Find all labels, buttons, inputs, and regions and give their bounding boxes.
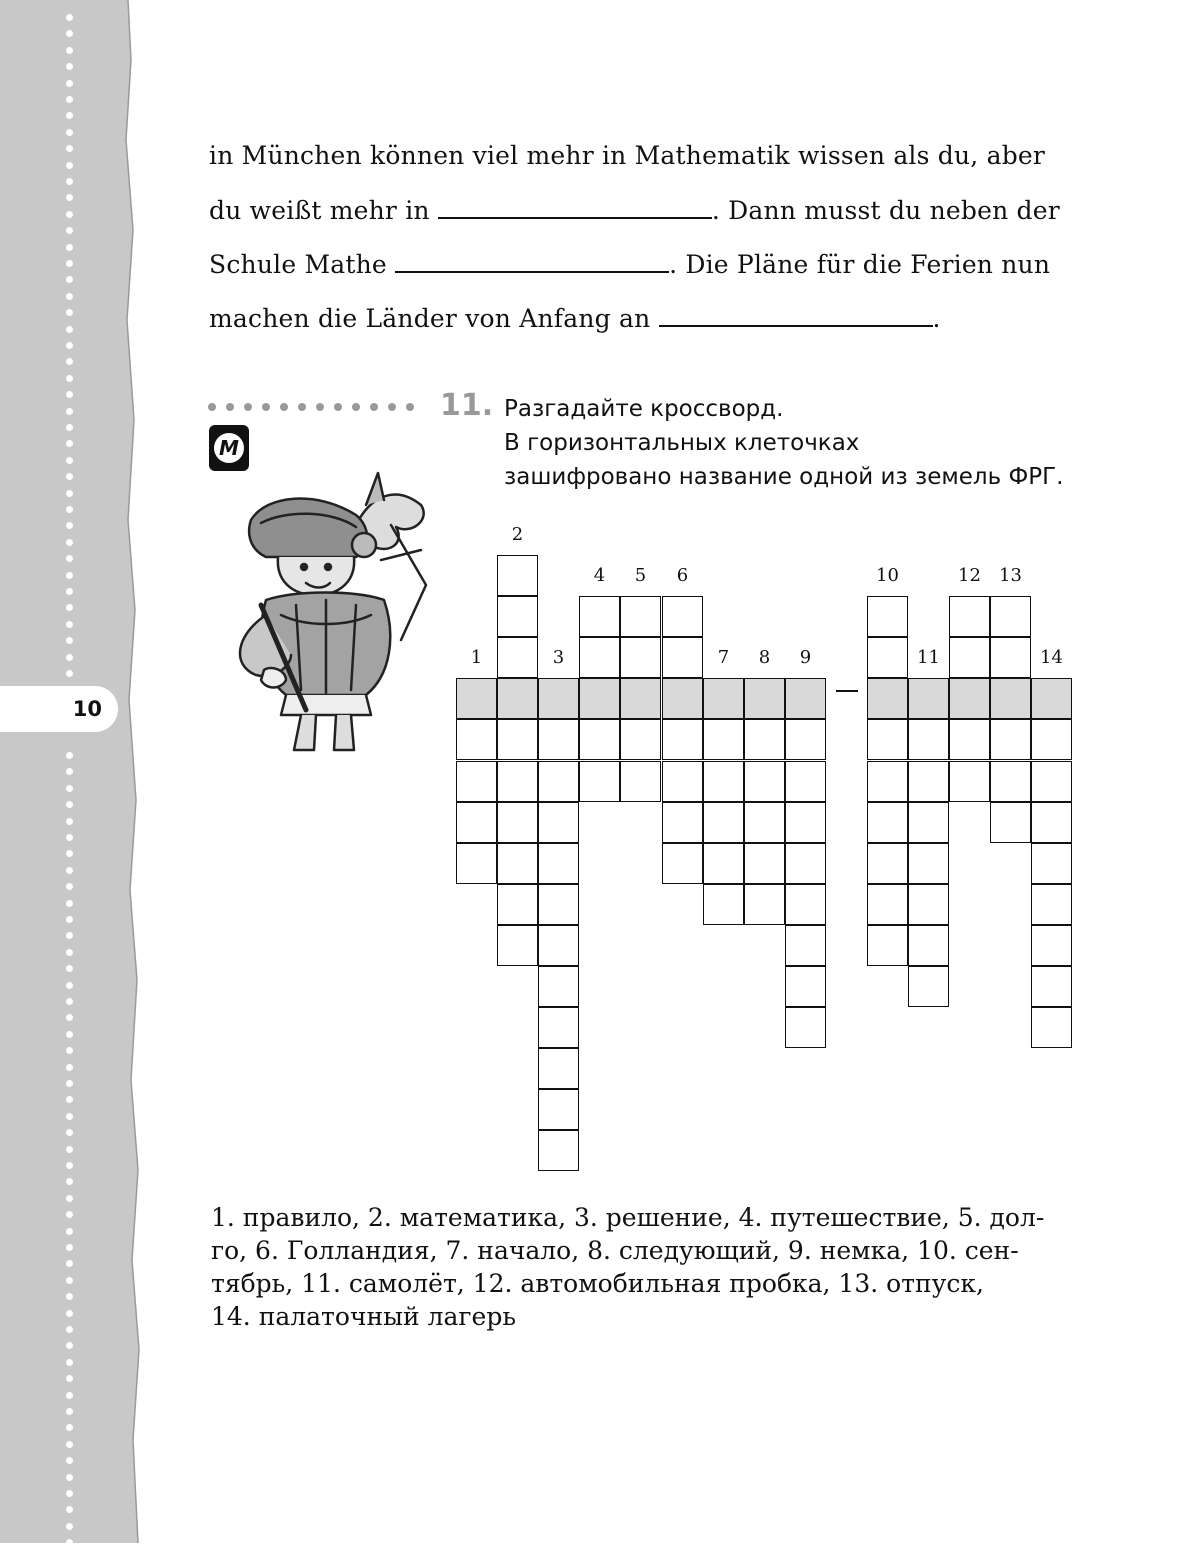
crossword-cell[interactable] — [579, 678, 620, 719]
text-segment: in München können viel mehr in Mathematik wissen als du, aber — [209, 141, 1046, 170]
crossword-cell[interactable] — [620, 637, 661, 678]
crossword-cell[interactable] — [538, 1089, 579, 1130]
perforation-dot — [66, 178, 73, 185]
perforation-dot — [66, 1228, 73, 1235]
perforation-dot — [66, 1162, 73, 1169]
perforation-dot — [66, 1064, 73, 1071]
crossword-cell[interactable] — [867, 678, 908, 719]
crossword-cell[interactable] — [497, 678, 538, 719]
perforation-dot — [66, 211, 73, 218]
crossword-cell[interactable] — [867, 843, 908, 884]
perforation-dot — [66, 1178, 73, 1185]
crossword-cell[interactable] — [949, 678, 990, 719]
perforation-dot — [66, 14, 73, 21]
perforation-dot — [66, 194, 73, 201]
clue-number: 3 — [552, 647, 565, 668]
perforation-dot — [66, 1096, 73, 1103]
perforation-dot — [66, 1375, 73, 1382]
task-instruction-line: В горизонтальных клеточках — [504, 430, 860, 456]
perforation-dot — [66, 326, 73, 333]
crossword-cell[interactable] — [785, 802, 826, 843]
crossword-cell[interactable] — [662, 678, 703, 719]
task-dots — [208, 403, 414, 411]
perforation-dot — [66, 637, 73, 644]
crossword-cell[interactable] — [1031, 802, 1072, 843]
perforation-dot — [66, 1195, 73, 1202]
perforation-dot — [66, 490, 73, 497]
crossword-cell[interactable] — [785, 843, 826, 884]
crossword-cell[interactable] — [990, 678, 1031, 719]
perforation-dot — [66, 1342, 73, 1349]
perforation-dot — [66, 1080, 73, 1087]
perforation-dot — [66, 1408, 73, 1415]
crossword-cell[interactable] — [703, 843, 744, 884]
perforation-dot — [66, 293, 73, 300]
perforation-dot — [66, 260, 73, 267]
perforation-dot — [66, 867, 73, 874]
text-segment: machen die Länder von Anfang an — [209, 304, 659, 333]
perforation-dot — [66, 621, 73, 628]
crossword-cell[interactable] — [497, 884, 538, 925]
crossword-cell[interactable] — [785, 925, 826, 966]
perforation-dot — [66, 1129, 73, 1136]
crossword-cell[interactable] — [497, 925, 538, 966]
perforation-dot — [66, 883, 73, 890]
crossword-cell[interactable] — [949, 761, 990, 802]
crossword-cell[interactable] — [744, 678, 785, 719]
crossword-cell[interactable] — [867, 719, 908, 760]
perforation-dot — [66, 96, 73, 103]
perforation-dot — [66, 916, 73, 923]
perforation-dot — [66, 1277, 73, 1284]
perforation-dot — [66, 1359, 73, 1366]
fill-in-blank[interactable] — [659, 303, 933, 327]
crossword-cell[interactable] — [456, 719, 497, 760]
perforation-dot — [66, 440, 73, 447]
crossword-cell[interactable] — [908, 802, 949, 843]
crossword-cell[interactable] — [867, 637, 908, 678]
perforation-dot — [66, 63, 73, 70]
perforation-dot — [66, 227, 73, 234]
perforation-dot — [66, 1474, 73, 1481]
crossword-cell[interactable] — [785, 1007, 826, 1048]
perforation-dot — [66, 1326, 73, 1333]
perforation-dot — [66, 1441, 73, 1448]
fill-in-blank[interactable] — [395, 249, 669, 273]
clue-number: 1 — [470, 647, 483, 668]
perforation-dot — [66, 473, 73, 480]
crossword-cell[interactable] — [662, 719, 703, 760]
text-line-1 — [209, 141, 1045, 171]
perforation-dot — [66, 1014, 73, 1021]
crossword-cell[interactable] — [908, 843, 949, 884]
perforation-dot — [66, 850, 73, 857]
crossword-cell[interactable] — [497, 802, 538, 843]
word-list-line: тябрь, 11. самолёт, 12. автомобильная пробка, 13. отпуск, — [211, 1269, 984, 1298]
perforation-dot — [66, 900, 73, 907]
perforation-dot — [66, 391, 73, 398]
crossword-cell[interactable] — [538, 843, 579, 884]
crossword-cell[interactable] — [703, 802, 744, 843]
crossword-cell[interactable] — [538, 678, 579, 719]
perforation-dot — [66, 932, 73, 939]
m-badge-letter: M — [214, 433, 244, 463]
crossword-cell[interactable] — [497, 596, 538, 637]
crossword-cell[interactable] — [538, 719, 579, 760]
text-segment: . Die Pläne für die Ferien nun — [669, 250, 1051, 279]
task-number: 11. — [440, 388, 494, 423]
crossword-cell[interactable] — [497, 761, 538, 802]
crossword-cell[interactable] — [744, 843, 785, 884]
crossword-cell[interactable] — [456, 843, 497, 884]
crossword-cell[interactable] — [949, 637, 990, 678]
crossword-cell[interactable] — [908, 884, 949, 925]
crossword-cell[interactable] — [1031, 1007, 1072, 1048]
crossword-cell[interactable] — [1031, 925, 1072, 966]
word-list-line: 14. палаточный лагерь — [211, 1302, 516, 1331]
text-segment: . Dann musst du neben der — [711, 196, 1060, 225]
perforation-dot — [66, 276, 73, 283]
crossword-cell[interactable] — [990, 719, 1031, 760]
perforation-dot — [66, 1244, 73, 1251]
word-list-line: 1. правило, 2. математика, 3. решение, 4. путешествие, 5. дол- — [211, 1203, 1045, 1232]
crossword-cell[interactable] — [620, 761, 661, 802]
perforation-dot — [66, 949, 73, 956]
crossword-cell[interactable] — [867, 925, 908, 966]
perforation-dot — [66, 47, 73, 54]
crossword-cell[interactable] — [662, 596, 703, 637]
crossword-cell[interactable] — [990, 802, 1031, 843]
perforation-dot — [66, 80, 73, 87]
crossword-cell[interactable] — [456, 678, 497, 719]
crossword-cell[interactable] — [497, 637, 538, 678]
crossword-cell[interactable] — [785, 678, 826, 719]
task-instruction-line: зашифровано название одной из земель ФРГ. — [504, 464, 1064, 490]
perforation-dot — [66, 965, 73, 972]
perforation-dot — [66, 309, 73, 316]
clue-number: 5 — [634, 565, 647, 586]
crossword-cell[interactable] — [867, 761, 908, 802]
crossword-cell[interactable] — [908, 966, 949, 1007]
fill-in-blank[interactable] — [438, 195, 712, 219]
crossword-cell[interactable] — [538, 1130, 579, 1171]
text-segment: Schule Mathe — [209, 250, 396, 279]
crossword-cell[interactable] — [1031, 966, 1072, 1007]
perforation-dot — [66, 375, 73, 382]
perforation-dot — [66, 1506, 73, 1513]
crossword-cell[interactable] — [579, 719, 620, 760]
text-segment: du weißt mehr in — [209, 196, 438, 225]
perforation-dot — [66, 539, 73, 546]
crossword-cell[interactable] — [662, 637, 703, 678]
crossword-cell[interactable] — [620, 678, 661, 719]
perforation-dot — [66, 408, 73, 415]
text-line-3 — [209, 249, 1050, 280]
clue-number: 2 — [511, 524, 524, 545]
page-number-tab — [0, 686, 118, 732]
crossword-cell[interactable] — [662, 802, 703, 843]
task-instruction-line: Разгадайте кроссворд. — [504, 396, 784, 422]
perforation-dot — [66, 1457, 73, 1464]
text-line-2 — [209, 195, 1060, 226]
crossword-cell[interactable] — [620, 596, 661, 637]
crossword-cell[interactable] — [1031, 761, 1072, 802]
perforation-dot — [66, 588, 73, 595]
side-strip — [0, 0, 150, 1543]
crossword-cell[interactable] — [744, 802, 785, 843]
torn-paper-edge — [0, 0, 150, 1543]
perforation-dot — [66, 998, 73, 1005]
perforation-dot — [66, 670, 73, 677]
clue-number: 8 — [758, 647, 771, 668]
crossword-cell[interactable] — [949, 596, 990, 637]
crossword-cell[interactable] — [1031, 678, 1072, 719]
crossword-cell[interactable] — [990, 761, 1031, 802]
perforation-dot — [66, 424, 73, 431]
crossword-cell[interactable] — [620, 719, 661, 760]
clue-number: 11 — [917, 647, 940, 668]
clue-number: 12 — [958, 565, 981, 586]
crossword-cell[interactable] — [538, 761, 579, 802]
crossword-cell[interactable] — [703, 884, 744, 925]
perforation-dot — [66, 768, 73, 775]
crossword-cell[interactable] — [744, 719, 785, 760]
crossword-cell[interactable] — [867, 884, 908, 925]
crossword-cell[interactable] — [785, 884, 826, 925]
page-number: 10 — [72, 697, 102, 721]
perforation-dot — [66, 342, 73, 349]
crossword-cell[interactable] — [908, 761, 949, 802]
perforation-dot — [66, 1392, 73, 1399]
perforation-dot — [66, 358, 73, 365]
crossword-cell[interactable] — [703, 719, 744, 760]
knight-illustration — [206, 465, 446, 760]
clue-number: 4 — [593, 565, 606, 586]
perforation-dot — [66, 818, 73, 825]
perforation-dot — [66, 129, 73, 136]
perforation-dot — [66, 834, 73, 841]
perforation-dot — [66, 1047, 73, 1054]
perforation-dot — [66, 654, 73, 661]
crossword-cell[interactable] — [949, 719, 990, 760]
crossword-cell[interactable] — [662, 843, 703, 884]
crossword-cell[interactable] — [579, 761, 620, 802]
crossword-cell[interactable] — [497, 719, 538, 760]
crossword-cell[interactable] — [867, 802, 908, 843]
perforation-dot — [66, 801, 73, 808]
clue-number: 9 — [799, 647, 812, 668]
crossword-cell[interactable] — [785, 719, 826, 760]
perforation-dot — [66, 506, 73, 513]
crossword-cell[interactable] — [579, 596, 620, 637]
clue-number: 10 — [876, 565, 899, 586]
clue-number: 14 — [1040, 647, 1063, 668]
crossword-cell[interactable] — [1031, 843, 1072, 884]
perforation-dot — [66, 30, 73, 37]
crossword-cell[interactable] — [990, 637, 1031, 678]
perforation-dot — [66, 112, 73, 119]
perforation-dot — [66, 1310, 73, 1317]
crossword-cell[interactable] — [703, 761, 744, 802]
crossword-cell[interactable] — [744, 884, 785, 925]
crossword-cell[interactable] — [703, 678, 744, 719]
perforation-dot — [66, 1031, 73, 1038]
text-line-4 — [209, 303, 941, 334]
perforation-dot — [66, 1523, 73, 1530]
perforation-dot — [66, 145, 73, 152]
perforation-dot — [66, 457, 73, 464]
perforation-dot — [66, 785, 73, 792]
perforation-dot — [66, 555, 73, 562]
perforation-dot — [66, 1146, 73, 1153]
clue-number: 7 — [717, 647, 730, 668]
crossword-cell[interactable] — [1031, 719, 1072, 760]
perforation-dot — [66, 982, 73, 989]
crossword-cell[interactable] — [990, 596, 1031, 637]
crossword-cell[interactable] — [785, 966, 826, 1007]
crossword-cell[interactable] — [497, 555, 538, 596]
perforation-dot — [66, 1211, 73, 1218]
crossword-cell[interactable] — [579, 637, 620, 678]
crossword-cell[interactable] — [538, 925, 579, 966]
crossword-cell[interactable] — [456, 802, 497, 843]
text-segment: . — [932, 304, 941, 333]
crossword-cell[interactable] — [456, 761, 497, 802]
crossword-cell[interactable] — [538, 802, 579, 843]
perforation-dot — [66, 1490, 73, 1497]
perforation-dot — [66, 1424, 73, 1431]
crossword-cell[interactable] — [867, 596, 908, 637]
crossword-dash — [836, 690, 858, 692]
perforation-dot — [66, 572, 73, 579]
crossword-cell[interactable] — [538, 1007, 579, 1048]
clue-number: 6 — [676, 565, 689, 586]
crossword-cell[interactable] — [538, 966, 579, 1007]
crossword-cell[interactable] — [497, 843, 538, 884]
crossword-cell[interactable] — [1031, 884, 1072, 925]
crossword-cell[interactable] — [908, 925, 949, 966]
word-list-line: го, 6. Голландия, 7. начало, 8. следующий, 9. немка, 10. сен- — [211, 1236, 1019, 1265]
clue-number: 13 — [999, 565, 1022, 586]
crossword-cell[interactable] — [908, 719, 949, 760]
perforation-dot — [66, 1260, 73, 1267]
perforation-dot — [66, 1293, 73, 1300]
crossword-cell[interactable] — [538, 1048, 579, 1089]
crossword-cell[interactable] — [785, 761, 826, 802]
crossword-cell[interactable] — [538, 884, 579, 925]
perforation-dot — [66, 752, 73, 759]
crossword-cell[interactable] — [662, 761, 703, 802]
crossword-cell[interactable] — [744, 761, 785, 802]
perforation-dot — [66, 1113, 73, 1120]
crossword-cell[interactable] — [908, 678, 949, 719]
perforation-dot — [66, 522, 73, 529]
perforation-dot — [66, 244, 73, 251]
perforation-dot — [66, 604, 73, 611]
perforation-dot — [66, 162, 73, 169]
